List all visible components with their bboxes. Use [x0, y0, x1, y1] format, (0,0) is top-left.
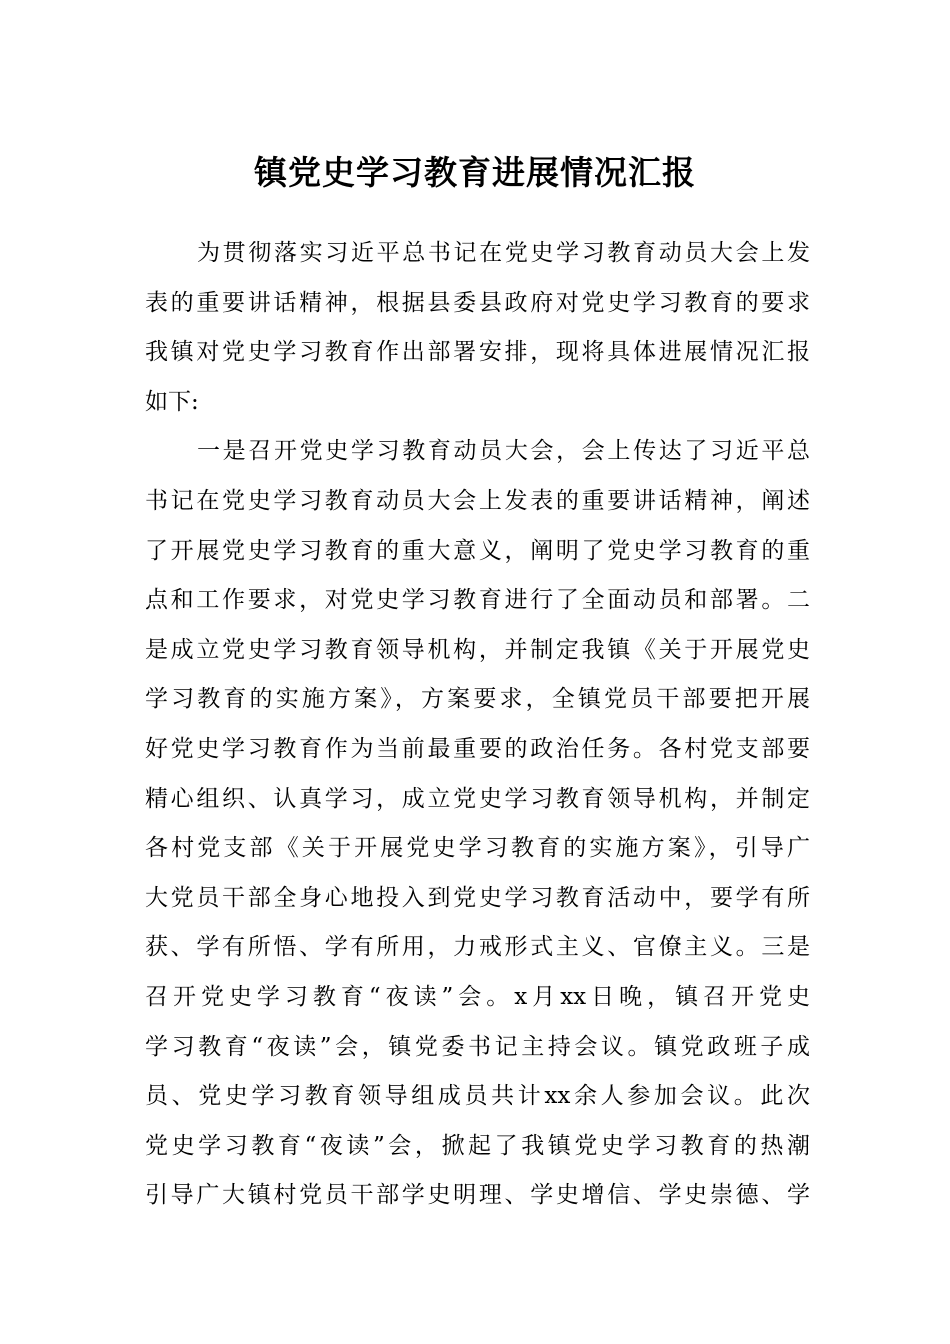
paragraph-line: 各村党支部《关于开展党史学习教育的实施方案》，引导广 — [145, 835, 810, 862]
paragraph-line: 了开展党史学习教育的重大意义，阐明了党史学习教育的重 — [145, 537, 810, 564]
document-body — [145, 229, 810, 1221]
paragraph-line: 员、党史学习教育领导组成员共计xx余人参加会议。此次 — [145, 1083, 810, 1110]
paragraph-line: 精心组织、认真学习，成立党史学习教育领导机构，并制定 — [145, 785, 810, 812]
paragraph-line: 我镇对党史学习教育作出部署安排，现将具体进展情况汇报 — [145, 339, 810, 366]
paragraph-line: 表的重要讲话精神，根据县委县政府对党史学习教育的要求 — [145, 289, 810, 316]
paragraph-line: 引导广大镇村党员干部学史明理、学史增信、学史崇德、学 — [145, 1182, 810, 1209]
paragraph-line: 一是召开党史学习教育动员大会，会上传达了习近平总 — [197, 438, 810, 465]
paragraph-line: 党史学习教育“夜读”会，掀起了我镇党史学习教育的热潮 — [145, 1132, 810, 1159]
paragraph-line: 是成立党史学习教育领导机构，并制定我镇《关于开展党史 — [145, 636, 810, 663]
paragraph-line: 学习教育的实施方案》，方案要求，全镇党员干部要把开展 — [145, 686, 810, 713]
paragraph-line: 点和工作要求，对党史学习教育进行了全面动员和部署。二 — [145, 587, 810, 614]
paragraph-line: 书记在党史学习教育动员大会上发表的重要讲话精神，阐述 — [145, 487, 810, 514]
document-title: 镇党史学习教育进展情况汇报 — [254, 153, 696, 192]
paragraph-line: 如下: — [145, 388, 199, 415]
paragraph-line: 为贯彻落实习近平总书记在党史学习教育动员大会上发 — [197, 240, 810, 266]
paragraph-line: 大党员干部全身心地投入到党史学习教育活动中，要学有所 — [145, 884, 810, 911]
paragraph-line: 召开党史学习教育“夜读”会。x月xx日晚，镇召开党史 — [145, 983, 810, 1010]
paragraph-line: 获、学有所悟、学有所用，力戒形式主义、官僚主义。三是 — [145, 934, 810, 961]
paragraph-line: 好党史学习教育作为当前最重要的政治任务。各村党支部要 — [145, 735, 810, 762]
paragraph-line: 学习教育“夜读”会，镇党委书记主持会议。镇党政班子成 — [145, 1033, 810, 1060]
